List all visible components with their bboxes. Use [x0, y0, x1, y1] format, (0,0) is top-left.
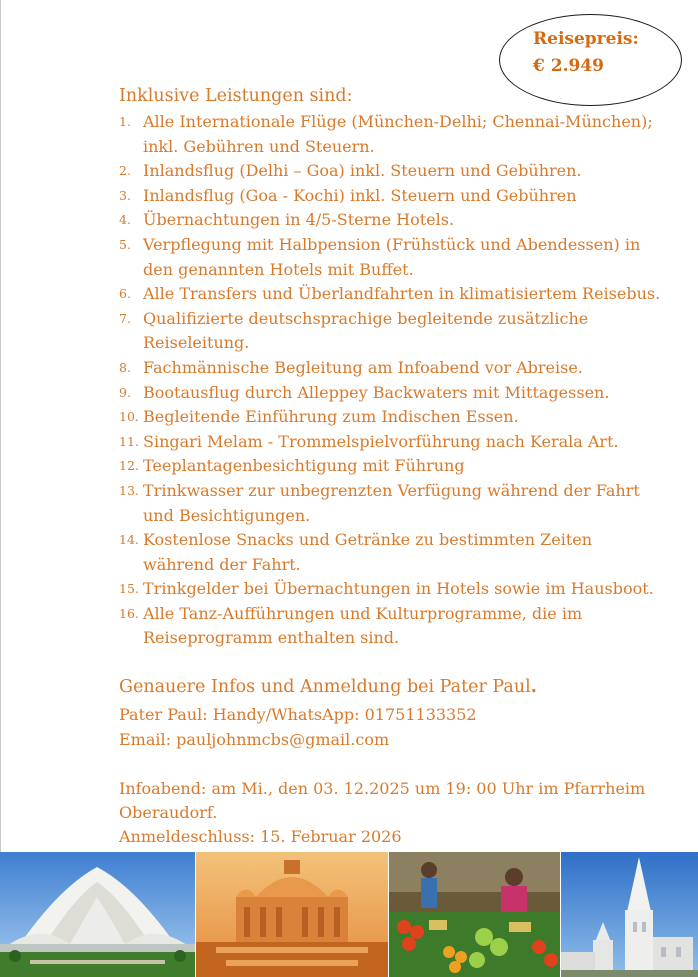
lotus-temple-photo [0, 852, 195, 977]
service-item-number: 1. [119, 114, 131, 129]
service-item-text: Fachmännische Begleitung am Infoabend vor Abreise. [143, 357, 583, 377]
page-left-border [0, 0, 1, 977]
service-item [119, 430, 664, 455]
service-item-text: Singari Melam - Trommelspielvorführung nach Kerala Art. [143, 431, 619, 451]
service-item [119, 577, 664, 602]
service-item [119, 405, 664, 430]
price-label: Reisepreis: [533, 29, 639, 49]
service-item-text: Teeplantagenbesichtigung mit Führung [143, 456, 465, 476]
service-item-text: Alle Internationale Flüge (München-Delhi; Chennai-München); inkl. Gebühren und Steuern. [143, 112, 653, 156]
service-item-number: 13. [119, 482, 139, 498]
service-item [119, 233, 664, 282]
vegetable-market-photo [389, 852, 560, 977]
service-item [119, 356, 664, 381]
service-item-text: Inlandsflug (Delhi – Goa) inkl. Steuern und Gebühren. [143, 161, 582, 181]
service-item-number: 15. [119, 581, 139, 597]
service-item-text: Trinkgelder bei Übernachtungen in Hotels sowie im Hausboot. [143, 579, 654, 599]
service-item-number: 8. [119, 359, 131, 375]
photo-strip [0, 852, 698, 977]
church-photo [561, 852, 698, 977]
service-item-number: 14. [119, 532, 139, 548]
service-item [119, 208, 664, 233]
service-item-text: Alle Tanz-Aufführungen und Kulturprogramme, die im Reiseprogramm enthalten sind. [143, 603, 583, 648]
service-item-text: Begleitende Einführung zum Indischen Essen. [143, 407, 519, 427]
service-item-number: 16. [119, 605, 139, 621]
info-evening-line-1: Infoabend: am Mi., den 03. 12.2025 um 19: 00 Uhr im Pfarrheim [119, 779, 646, 798]
service-item-text: Übernachtungen in 4/5-Sterne Hotels. [143, 210, 455, 230]
service-item-number: 7. [119, 310, 131, 326]
service-item-number: 11. [119, 433, 139, 449]
service-item-number: 9. [119, 384, 131, 400]
contact-title-period: . [530, 677, 537, 697]
service-item-number: 12. [119, 458, 139, 474]
contact-phone: Pater Paul: Handy/WhatsApp: 01751133352 [119, 705, 477, 724]
service-item-text: Bootausflug durch Alleppey Backwaters mit Mittagessen. [143, 382, 610, 402]
services-list [119, 110, 664, 651]
service-item-number: 6. [119, 286, 131, 302]
service-item [119, 528, 664, 577]
contact-title-text: Genauere Infos und Anmeldung bei Pater Paul [119, 677, 531, 697]
contact-title [119, 677, 537, 697]
service-item [119, 282, 664, 307]
service-item-text: Kostenlose Snacks und Getränke zu bestimmten Zeiten während der Fahrt. [143, 530, 593, 574]
service-item [119, 602, 664, 651]
contact-email: Email: pauljohnmcbs@gmail.com [119, 730, 390, 749]
service-item [119, 479, 664, 528]
service-item-number: 10. [119, 409, 139, 425]
service-item-number: 3. [119, 187, 131, 203]
service-item-text: Trinkwasser zur unbegrenzten Verfügung während der Fahrt und Besichtigungen. [143, 480, 640, 525]
service-item [119, 184, 664, 209]
service-item-text: Verpflegung mit Halbpension (Frühstück und Abendessen) in den genannten Hotels mit Buffet. [143, 234, 641, 279]
services-heading: Inklusive Leistungen sind: [119, 86, 353, 106]
service-item-number: 2. [119, 163, 131, 179]
service-item-text: Inlandsflug (Goa - Kochi) inkl. Steuern und Gebühren [143, 185, 577, 205]
service-item-text: Qualifizierte deutschsprachige begleitende zusätzliche Reiseleitung. [143, 308, 589, 353]
service-item-text: Alle Transfers und Überlandfahrten in klimatisiertem Reisebus. [143, 284, 661, 304]
service-item-number: 4. [119, 212, 131, 228]
info-evening-line-2: Oberaudorf. [119, 803, 218, 822]
akshardham-temple-photo [196, 852, 388, 977]
service-item-number: 5. [119, 236, 131, 252]
service-item [119, 110, 664, 159]
service-item [119, 307, 664, 356]
registration-deadline: Anmeldeschluss: 15. Februar 2026 [119, 827, 402, 846]
service-item [119, 381, 664, 406]
service-item [119, 159, 664, 184]
price-value: € 2.949 [533, 56, 604, 76]
service-item [119, 454, 664, 479]
